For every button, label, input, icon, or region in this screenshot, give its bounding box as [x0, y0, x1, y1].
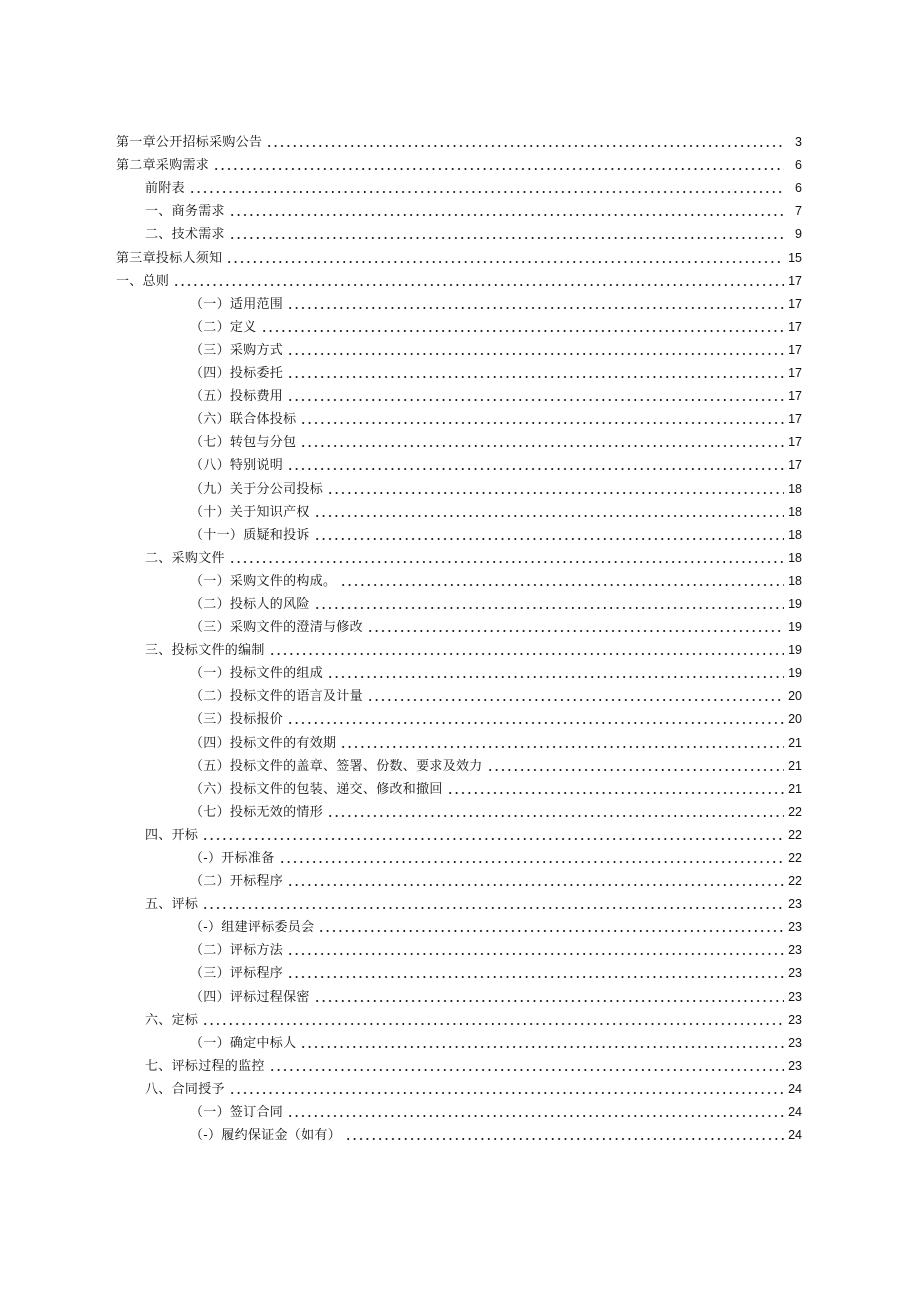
toc-entry-page-number: 21	[788, 735, 802, 750]
toc-entry[interactable]	[0, 382, 920, 405]
toc-entry-title: （三）采购文件的澄清与修改	[190, 620, 363, 636]
toc-entry-title: （四）投标委托	[190, 366, 284, 382]
toc-entry-title: （三）投标报价	[190, 712, 284, 728]
toc-entry-page-number: 6	[795, 158, 802, 173]
toc-dot-leader	[314, 1000, 784, 1002]
toc-entry-title: 前附表	[145, 181, 185, 197]
toc-entry-page-number: 17	[788, 296, 802, 311]
toc-entry-page-number: 23	[788, 1058, 802, 1073]
toc-entry[interactable]	[0, 982, 920, 1005]
toc-entry-page-number: 9	[795, 227, 802, 242]
toc-entry-title: 四、开标	[145, 827, 199, 843]
toc-entry[interactable]	[0, 936, 920, 959]
toc-entry[interactable]	[0, 521, 920, 544]
toc-entry-title: 一、总则	[116, 273, 170, 289]
toc-entry[interactable]	[0, 1121, 920, 1144]
toc-entry-page-number: 23	[788, 920, 802, 935]
toc-entry-page-number: 22	[788, 851, 802, 865]
toc-entry[interactable]	[0, 451, 920, 474]
toc-entry-title: （二）投标文件的语言及计量	[190, 689, 363, 705]
toc-dot-leader	[314, 607, 784, 609]
toc-entry[interactable]	[0, 128, 920, 151]
toc-entry[interactable]	[0, 1052, 920, 1075]
toc-entry[interactable]	[0, 867, 920, 890]
toc-entry-page-number: 23	[788, 1035, 802, 1050]
toc-dot-leader	[327, 676, 784, 678]
toc-entry-title: 第二章采购需求	[116, 158, 210, 174]
toc-entry-page-number: 24	[788, 1128, 802, 1143]
toc-entry[interactable]	[0, 1029, 920, 1052]
toc-entry-page-number: 23	[788, 897, 802, 912]
toc-entry-page-number: 19	[788, 596, 802, 611]
toc-entry-title: 六、定标	[145, 1012, 199, 1028]
toc-entry[interactable]	[0, 313, 920, 336]
toc-entry[interactable]	[0, 174, 920, 197]
toc-dot-leader	[447, 792, 784, 794]
toc-entry[interactable]	[0, 728, 920, 751]
toc-dot-leader	[314, 538, 784, 540]
toc-entry-title: 一、商务需求	[145, 204, 225, 220]
toc-entry-title: 第一章公开招标采购公告	[116, 135, 263, 151]
toc-dot-leader	[173, 284, 784, 286]
toc-entry-title: （十）关于知识产权	[190, 504, 310, 520]
toc-dot-leader	[202, 838, 784, 840]
toc-entry[interactable]	[0, 775, 920, 798]
toc-entry-title: （六）投标文件的包装、递交、修改和撤回	[190, 781, 443, 797]
toc-entry-page-number: 17	[788, 389, 802, 404]
toc-entry-page-number: 17	[788, 366, 802, 381]
toc-dot-leader	[367, 699, 784, 701]
toc-entry[interactable]	[0, 613, 920, 636]
toc-entry[interactable]	[0, 336, 920, 359]
toc-dot-leader	[287, 307, 784, 309]
toc-entry-page-number: 17	[788, 412, 802, 427]
toc-entry-title: （五）投标费用	[190, 389, 284, 405]
toc-entry-page-number: 19	[788, 666, 802, 681]
toc-entry-page-number: 21	[788, 781, 802, 796]
toc-entry-page-number: 17	[788, 458, 802, 473]
toc-entry[interactable]	[0, 243, 920, 266]
toc-entry-title: （九）关于分公司投标	[190, 481, 324, 497]
toc-entry-page-number: 17	[788, 342, 802, 357]
toc-entry[interactable]	[0, 498, 920, 521]
toc-entry[interactable]	[0, 890, 920, 913]
toc-dot-leader	[266, 145, 784, 147]
toc-dot-leader	[229, 1092, 784, 1094]
toc-dot-leader	[287, 722, 784, 724]
toc-dot-leader	[340, 584, 784, 586]
toc-entry-title: （一）适用范围	[190, 296, 284, 312]
toc-entry-page-number: 23	[788, 989, 802, 1004]
toc-entry-title: 七、评标过程的监控	[145, 1058, 265, 1074]
toc-entry-title: （七）投标无效的情形	[190, 804, 324, 820]
toc-entry[interactable]	[0, 844, 920, 867]
toc-entry-page-number: 20	[788, 689, 802, 704]
toc-entry-title: 二、技术需求	[145, 227, 225, 243]
toc-entry-page-number: 18	[788, 527, 802, 542]
toc-entry-page-number: 22	[788, 804, 802, 819]
toc-entry-page-number: 18	[788, 481, 802, 496]
toc-dot-leader	[261, 330, 784, 332]
toc-entry[interactable]	[0, 913, 920, 936]
toc-entry[interactable]	[0, 267, 920, 290]
toc-entry-title: （二）开标程序	[190, 874, 284, 890]
toc-dot-leader	[367, 630, 784, 632]
toc-dot-leader	[202, 1023, 784, 1025]
toc-entry-page-number: 20	[788, 712, 802, 727]
toc-entry[interactable]	[0, 682, 920, 705]
toc-entry[interactable]	[0, 590, 920, 613]
toc-dot-leader	[189, 191, 784, 193]
toc-entry-page-number: 15	[788, 250, 802, 265]
toc-dot-leader	[287, 399, 784, 401]
toc-entry-page-number: 6	[795, 181, 802, 196]
toc-entry[interactable]	[0, 544, 920, 567]
toc-entry-title: （五）投标文件的盖章、签署、份数、要求及效力	[190, 758, 483, 774]
toc-dot-leader	[202, 907, 784, 909]
toc-dot-leader	[300, 445, 784, 447]
toc-dot-leader	[345, 1138, 784, 1140]
toc-entry-title: （-）组建评标委员会	[190, 920, 315, 936]
toc-entry-page-number: 18	[788, 504, 802, 519]
toc-entry-title: （一）投标文件的组成	[190, 666, 324, 682]
toc-dot-leader	[287, 953, 784, 955]
toc-dot-leader	[229, 561, 784, 563]
toc-entry[interactable]	[0, 1098, 920, 1121]
toc-dot-leader	[300, 1046, 784, 1048]
toc-entry[interactable]	[0, 959, 920, 982]
toc-dot-leader	[287, 353, 784, 355]
toc-entry-title: 八、合同授予	[145, 1081, 225, 1097]
toc-entry-page-number: 24	[788, 1081, 802, 1096]
toc-entry-page-number: 19	[788, 643, 802, 658]
toc-entry[interactable]	[0, 798, 920, 821]
toc-entry-title: （-）履约保证金（如有）	[190, 1128, 341, 1144]
toc-entry[interactable]	[0, 705, 920, 728]
toc-entry[interactable]	[0, 659, 920, 682]
toc-dot-leader	[300, 422, 784, 424]
toc-entry-title: （七）转包与分包	[190, 435, 297, 451]
toc-entry[interactable]	[0, 752, 920, 775]
toc-entry-title: （一）确定中标人	[190, 1035, 297, 1051]
toc-dot-leader	[287, 468, 784, 470]
toc-entry[interactable]	[0, 821, 920, 844]
toc-dot-leader	[318, 930, 784, 932]
toc-entry[interactable]	[0, 220, 920, 243]
toc-dot-leader	[269, 1069, 784, 1071]
toc-entry-title: （-）开标准备	[190, 851, 275, 866]
toc-dot-leader	[287, 976, 784, 978]
toc-entry-page-number: 3	[795, 135, 802, 150]
toc-entry-page-number: 7	[795, 204, 802, 219]
toc-entry[interactable]	[0, 359, 920, 382]
toc-entry-title: （八）特别说明	[190, 458, 284, 474]
table-of-contents	[0, 128, 920, 1144]
toc-entry[interactable]	[0, 567, 920, 590]
toc-dot-leader	[213, 168, 784, 170]
toc-entry-title: 五、评标	[145, 897, 199, 913]
toc-entry-title: （二）定义	[190, 319, 257, 335]
toc-entry-title: （三）评标程序	[190, 966, 284, 982]
toc-dot-leader	[327, 815, 784, 817]
toc-entry[interactable]	[0, 428, 920, 451]
toc-entry-page-number: 24	[788, 1105, 802, 1120]
toc-entry-title: （四）投标文件的有效期	[190, 735, 337, 751]
toc-entry-title: （二）投标人的风险	[190, 596, 310, 612]
toc-entry-page-number: 19	[788, 620, 802, 635]
toc-entry-title: （四）评标过程保密	[190, 989, 310, 1005]
toc-entry-title: 三、投标文件的编制	[145, 643, 265, 659]
toc-entry-page-number: 23	[788, 1012, 802, 1027]
toc-dot-leader	[287, 1115, 784, 1117]
toc-entry-title: 第三章投标人须知	[116, 250, 223, 266]
toc-dot-leader	[314, 515, 784, 517]
toc-dot-leader	[229, 214, 784, 216]
toc-entry-title: （二）评标方法	[190, 943, 284, 959]
toc-dot-leader	[340, 746, 784, 748]
toc-entry[interactable]	[0, 290, 920, 313]
toc-entry-page-number: 17	[788, 319, 802, 334]
toc-entry-page-number: 17	[788, 435, 802, 450]
toc-entry-page-number: 17	[788, 273, 802, 288]
toc-dot-leader	[287, 376, 784, 378]
toc-entry-title: （一）签订合同	[190, 1105, 284, 1121]
toc-entry[interactable]	[0, 636, 920, 659]
toc-entry[interactable]	[0, 151, 920, 174]
toc-entry-title: （六）联合体投标	[190, 412, 297, 428]
toc-dot-leader	[279, 861, 785, 863]
toc-dot-leader	[229, 237, 784, 239]
toc-entry[interactable]	[0, 1075, 920, 1098]
toc-entry-page-number: 21	[788, 758, 802, 773]
toc-entry[interactable]	[0, 197, 920, 220]
toc-entry-title: （十一）质疑和投诉	[190, 527, 310, 543]
toc-dot-leader	[269, 653, 784, 655]
toc-entry-title: （三）采购方式	[190, 342, 284, 358]
toc-entry-title: 二、采购文件	[145, 550, 225, 566]
toc-dot-leader	[327, 492, 784, 494]
toc-entry-page-number: 22	[788, 827, 802, 842]
toc-dot-leader	[226, 261, 784, 263]
toc-entry[interactable]	[0, 474, 920, 497]
toc-entry-page-number: 22	[788, 874, 802, 889]
toc-entry-page-number: 18	[788, 550, 802, 565]
toc-entry-page-number: 18	[788, 573, 802, 588]
toc-entry-title: （一）采购文件的构成。	[190, 573, 337, 589]
toc-dot-leader	[487, 769, 784, 771]
toc-entry-page-number: 23	[788, 943, 802, 958]
toc-entry[interactable]	[0, 405, 920, 428]
toc-entry-page-number: 23	[788, 966, 802, 981]
toc-dot-leader	[287, 884, 784, 886]
toc-entry[interactable]	[0, 1006, 920, 1029]
